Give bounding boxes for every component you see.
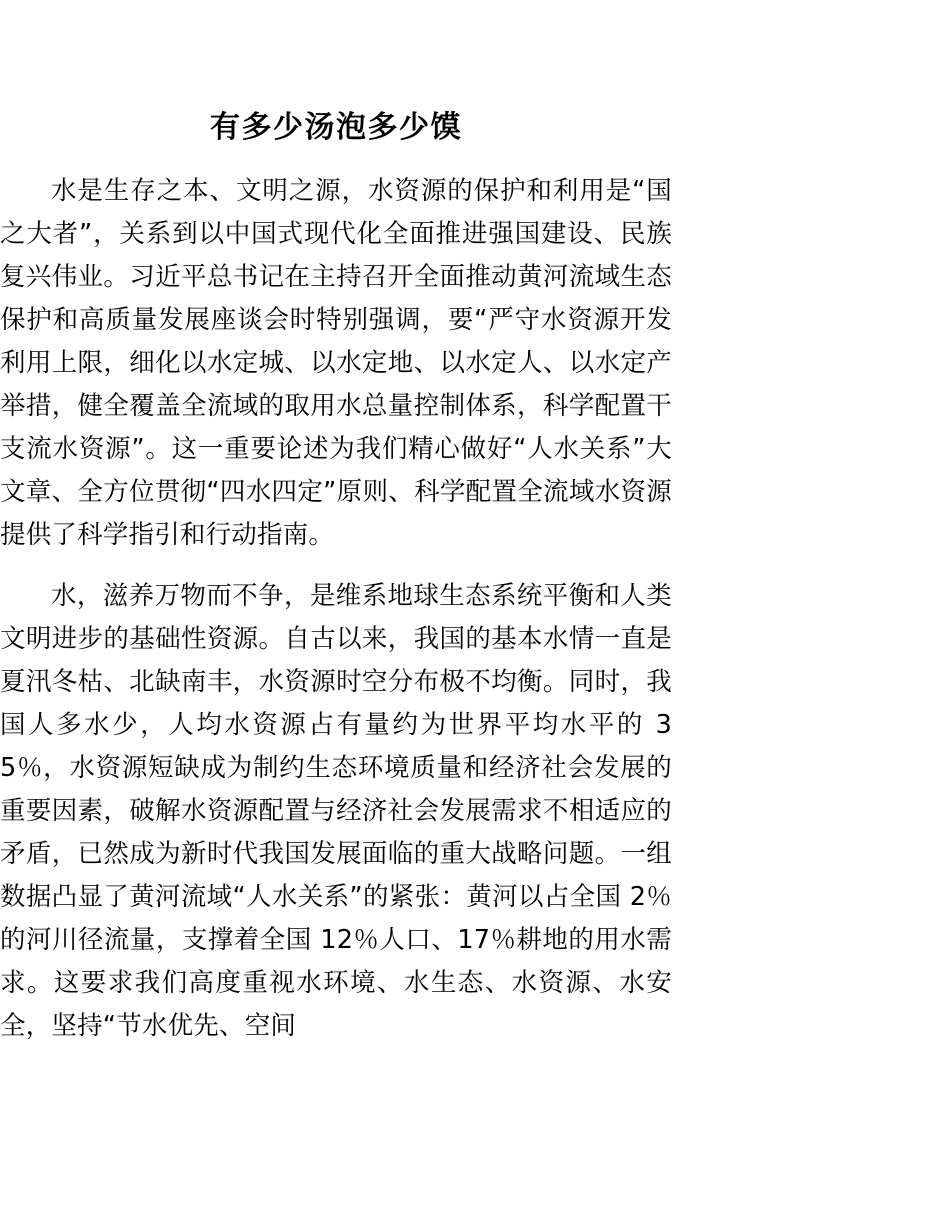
body-paragraph-2: 水，滋养万物而不争，是维系地球生态系统平衡和人类文明进步的基础性资源。自古以来，我国的基本水情一直是夏汛冬枯、北缺南丰，水资源时空分布极不均衡。同时，我国人多水少，人均水资源占有量约为世界平均水平的 35％，水资源短缺成为制约生态环境质量和经济社会发展的重要因素，破解水资源配置与经济社会发展需求不相适应的矛盾，已然成为新时代我国发展面临的重大战略问题。一组数据凸显了黄河流域“人水关系”的紧张：黄河以占全国 2％的河川径流量，支撑着全国 12％人口、17％耕地的用水需求。这要求我们高度重视水环境、水生态、水资源、水安全，坚持“节水优先、空间 (0, 581, 672, 1041)
document-body (0, 170, 672, 1048)
page-title: 有多少汤泡多少馍 (210, 110, 462, 145)
body-paragraph-1: 水是生存之本、文明之源，水资源的保护和利用是“国之大者”，关系到以中国式现代化全面推进强国建设、民族复兴伟业。习近平总书记在主持召开全面推动黄河流域生态保护和高质量发展座谈会时特别强调，要“严守水资源开发利用上限，细化以水定城、以水定地、以水定人、以水定产举措，健全覆盖全流域的取用水总量控制体系，科学配置干支流水资源”。这一重要论述为我们精心做好“人水关系”大文章、全方位贯彻“四水四定”原则、科学配置全流域水资源提供了科学指引和行动指南。 (0, 176, 672, 550)
